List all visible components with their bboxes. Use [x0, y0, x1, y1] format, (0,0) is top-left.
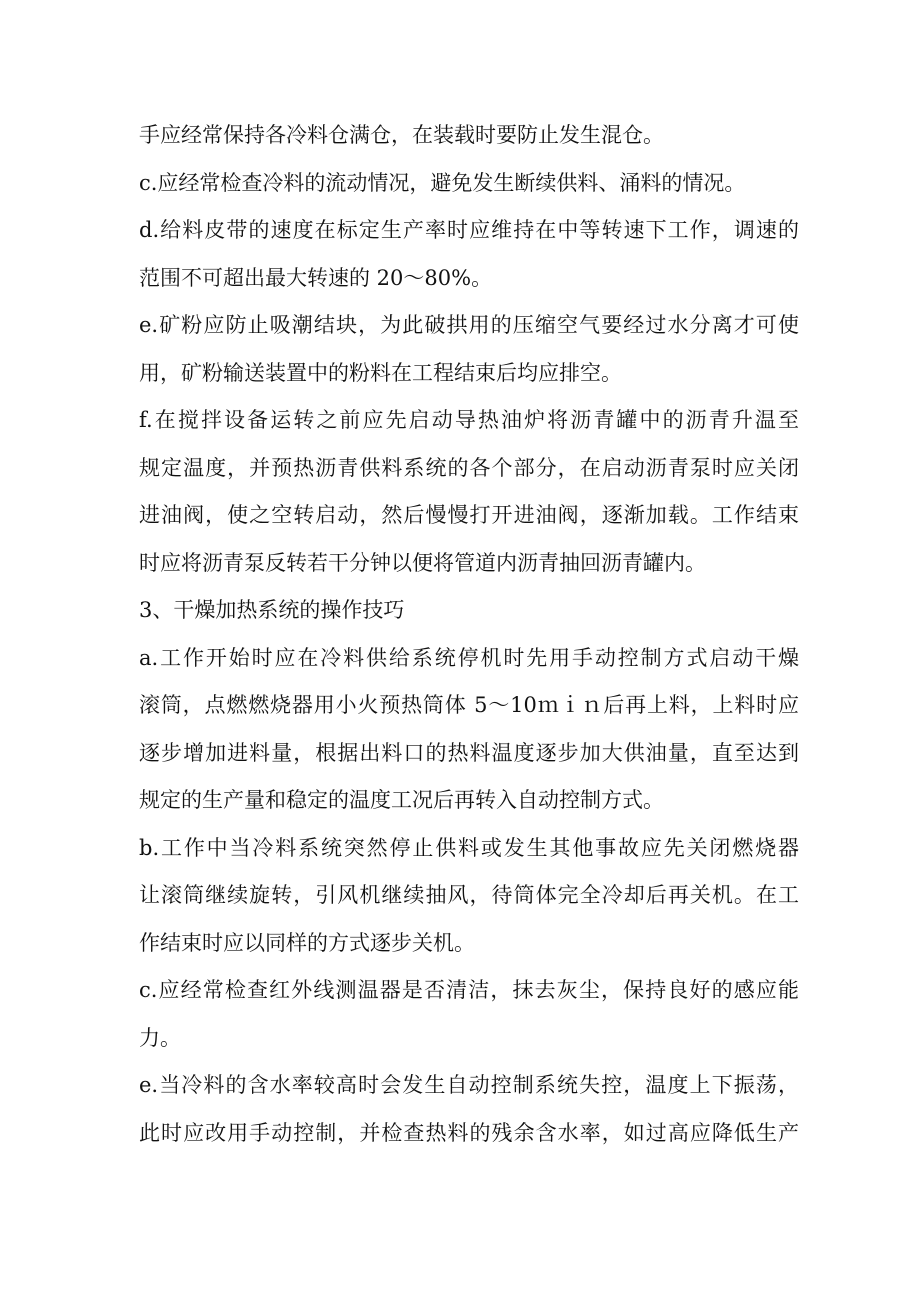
text-line: f.在搅拌设备运转之前应先启动导热油炉将沥青罐中的沥青升温至 — [139, 408, 799, 432]
document-body — [139, 112, 799, 1157]
text-line: 手应经常保持各冷料仓满仓，在装载时要防止发生混仓。 — [139, 123, 664, 147]
text-line: 规定的生产量和稳定的温度工况后再转入自动控制方式。 — [139, 788, 664, 812]
text-line: 此时应改用手动控制，并检查热料的残余含水率，如过高应降低生产 — [139, 1120, 799, 1145]
text-line: c.应经常检查冷料的流动情况，避免发生断续供料、涌料的情况。 — [139, 170, 746, 195]
text-line: 滚筒，点燃燃烧器用小火预热筒体 5～10ｍｉｎ后再上料，上料时应 — [139, 693, 799, 717]
text-line: 作结束时应以同样的方式逐步关机。 — [139, 930, 475, 955]
text-line: e.矿粉应防止吸潮结块，为此破拱用的压缩空气要经过水分离才可使 — [139, 313, 799, 337]
text-line: 力。 — [139, 1025, 181, 1050]
text-line: e.当冷料的含水率较高时会发生自动控制系统失控，温度上下振荡， — [139, 1073, 799, 1097]
text-line: 时应将沥青泵反转若干分钟以便将管道内沥青抽回沥青罐内。 — [139, 550, 706, 575]
text-line: 范围不可超出最大转速的 20～80%。 — [139, 265, 493, 290]
text-line: 规定温度，并预热沥青供料系统的各个部分，在启动沥青泵时应关闭 — [139, 455, 799, 480]
text-line: 进油阀，使之空转启动，然后慢慢打开进油阀，逐渐加载。工作结束 — [139, 503, 799, 527]
text-line: 逐步增加进料量，根据出料口的热料温度逐步加大供油量，直至达到 — [139, 740, 799, 765]
text-line: d.给料皮带的速度在标定生产率时应维持在中等转速下工作，调速的 — [139, 218, 799, 242]
text-line: 用，矿粉输送装置中的粉料在工程结束后均应排空。 — [139, 360, 622, 385]
text-line: b.工作中当冷料系统突然停止供料或发生其他事故应先关闭燃烧器 — [139, 835, 799, 860]
text-line: 让滚筒继续旋转，引风机继续抽风，待筒体完全冷却后再关机。在工 — [139, 883, 799, 907]
text-line: a.工作开始时应在冷料供给系统停机时先用手动控制方式启动干燥 — [139, 645, 799, 670]
text-line: 3、干燥加热系统的操作技巧 — [139, 598, 405, 622]
text-line: c.应经常检查红外线测温器是否清洁，抹去灰尘，保持良好的感应能 — [139, 978, 799, 1002]
